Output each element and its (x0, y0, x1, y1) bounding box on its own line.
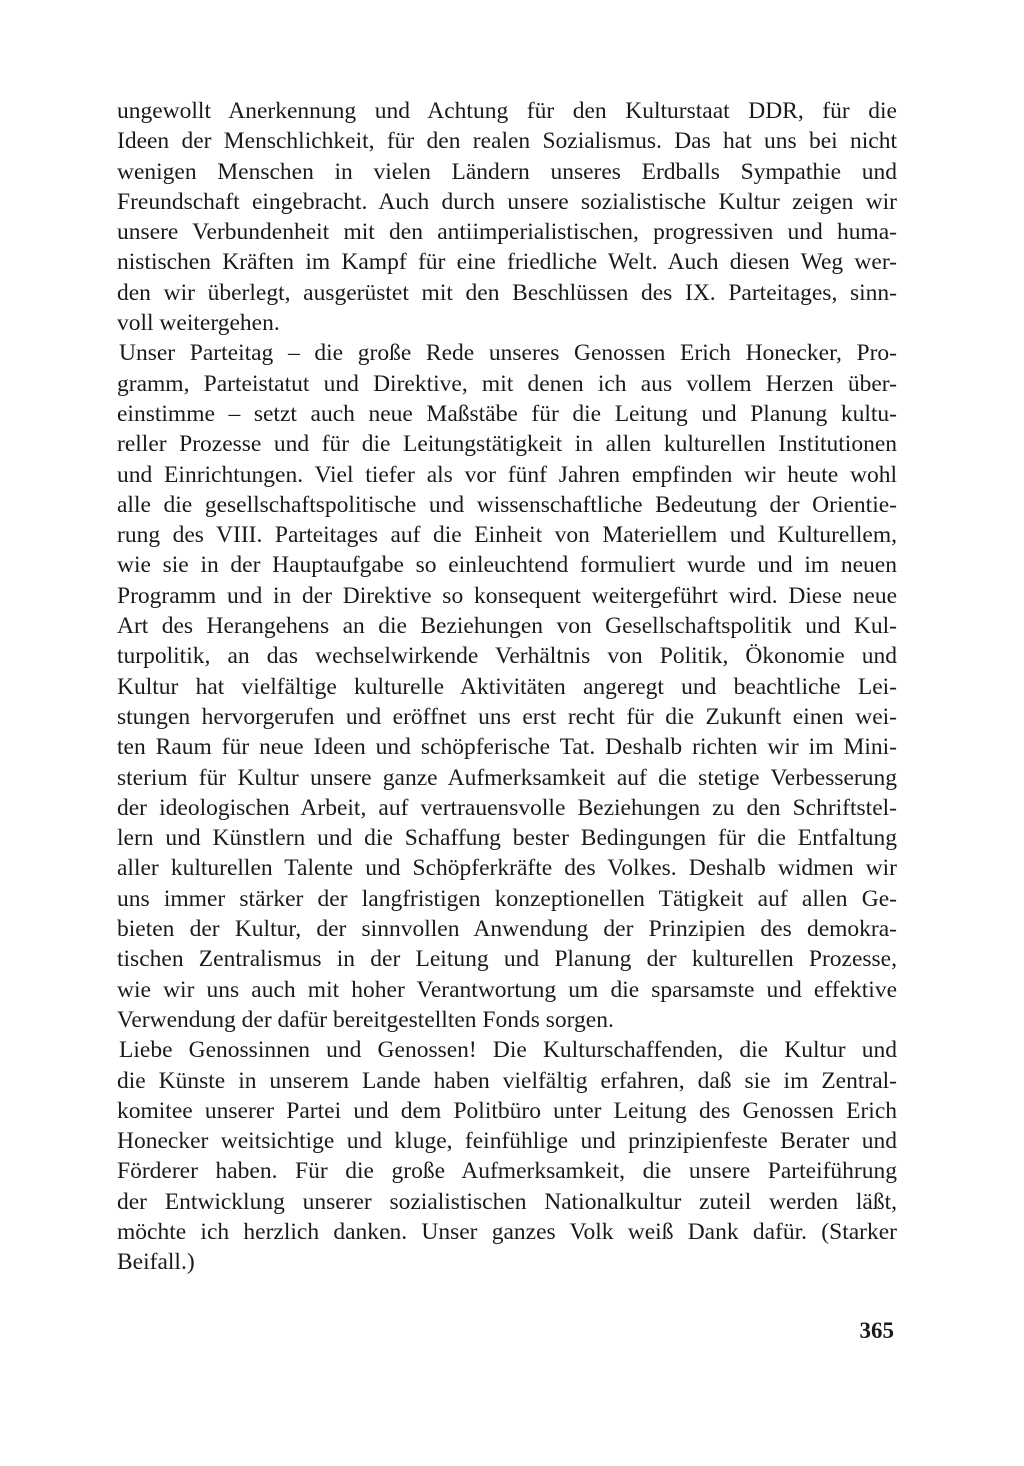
paragraph-1 (117, 96, 897, 338)
text-line: Art des Herangehens an die Beziehungen von Gesellschaftspolitik und Kul- (117, 613, 897, 640)
text-line: gramm, Parteistatut und Direktive, mit denen ich aus vollem Herzen über- (117, 370, 897, 397)
body-text (117, 96, 897, 1278)
text-line: wie sie in der Hauptaufgabe so einleuchtend formuliert wurde und im neuen (117, 552, 897, 579)
text-line: Förderer haben. Für die große Aufmerksamkeit, die unsere Parteiführung (117, 1158, 897, 1185)
text-line: die Künste in unserem Lande haben vielfältig erfahren, daß sie im Zentral- (117, 1067, 897, 1094)
page-number: 365 (859, 1318, 894, 1343)
text-line: wenigen Menschen in vielen Ländern unseres Erdballs Sympathie und (117, 158, 897, 185)
text-line: stungen hervorgerufen und eröffnet uns erst recht für die Zukunft einen wei- (117, 703, 897, 730)
text-line: sterium für Kultur unsere ganze Aufmerksamkeit auf die stetige Verbesserung (117, 764, 897, 791)
text-line: tischen Zentralismus in der Leitung und Planung der kulturellen Prozesse, (117, 946, 897, 973)
text-line: Verwendung der dafür bereitgestellten Fonds sorgen. (117, 1006, 614, 1033)
text-line: Freundschaft eingebracht. Auch durch unsere sozialistische Kultur zeigen wir (117, 188, 897, 215)
text-line: Unser Parteitag – die große Rede unseres Genossen Erich Honecker, Pro- (119, 340, 897, 367)
text-line: reller Prozesse und für die Leitungstätigkeit in allen kulturellen Institutionen (117, 431, 897, 458)
text-line: einstimme – setzt auch neue Maßstäbe für die Leitung und Planung kultu- (117, 400, 897, 427)
text-line: nistischen Kräften im Kampf für eine friedliche Welt. Auch diesen Weg wer- (117, 249, 897, 276)
text-line: möchte ich herzlich danken. Unser ganzes Volk weiß Dank dafür. (Starker (117, 1218, 897, 1245)
text-line: alle die gesellschaftspolitische und wissenschaftliche Bedeutung der Orientie- (117, 491, 897, 518)
text-line: und Einrichtungen. Viel tiefer als vor fünf Jahren empfinden wir heute wohl (117, 461, 897, 488)
text-line: komitee unserer Partei und dem Politbüro unter Leitung des Genossen Erich (117, 1097, 897, 1124)
text-line: rung des VIII. Parteitages auf die Einheit von Materiellem und Kulturellem, (117, 522, 897, 549)
text-line: Kultur hat vielfältige kulturelle Aktivitäten angeregt und beachtliche Lei- (117, 673, 897, 700)
text-line: der Entwicklung unserer sozialistischen Nationalkultur zuteil werden läßt, (117, 1188, 897, 1215)
text-line: voll weitergehen. (117, 310, 280, 337)
text-line: der ideologischen Arbeit, auf vertrauensvolle Beziehungen zu den Schriftstel- (117, 794, 897, 821)
text-line: ungewollt Anerkennung und Achtung für den Kulturstaat DDR, für die (117, 98, 897, 124)
text-line: bieten der Kultur, der sinnvollen Anwendung der Prinzipien des demokra- (117, 916, 897, 943)
text-line: Honecker weitsichtige und kluge, feinfühlige und prinzipienfeste Berater und (117, 1128, 897, 1155)
text-line: Beifall.) (117, 1249, 195, 1276)
text-line: ten Raum für neue Ideen und schöpferische Tat. Deshalb richten wir im Mini- (117, 734, 897, 761)
text-line: wie wir uns auch mit hoher Verantwortung um die sparsamste und effektive (117, 976, 897, 1003)
text-line: Programm und in der Direktive so konsequent weitergeführt wird. Diese neue (117, 582, 897, 609)
text-line: den wir überlegt, ausgerüstet mit den Beschlüssen des IX. Parteitages, sinn- (117, 279, 897, 306)
text-line: unsere Verbundenheit mit den antiimperialistischen, progressiven und huma- (117, 219, 897, 246)
text-line: Ideen der Menschlichkeit, für den realen Sozialismus. Das hat uns bei nicht (117, 128, 897, 155)
paragraph-3 (117, 1035, 897, 1277)
text-line: turpolitik, an das wechselwirkende Verhältnis von Politik, Ökonomie und (117, 643, 897, 670)
text-line: uns immer stärker der langfristigen konzeptionellen Tätigkeit auf allen Ge- (117, 885, 897, 912)
text-line: Liebe Genossinnen und Genossen! Die Kulturschaffenden, die Kultur und (119, 1037, 897, 1064)
text-line: lern und Künstlern und die Schaffung bester Bedingungen für die Entfaltung (117, 825, 897, 852)
text-line: aller kulturellen Talente und Schöpferkräfte des Volkes. Deshalb widmen wir (117, 855, 897, 882)
paragraph-2 (117, 338, 897, 1035)
